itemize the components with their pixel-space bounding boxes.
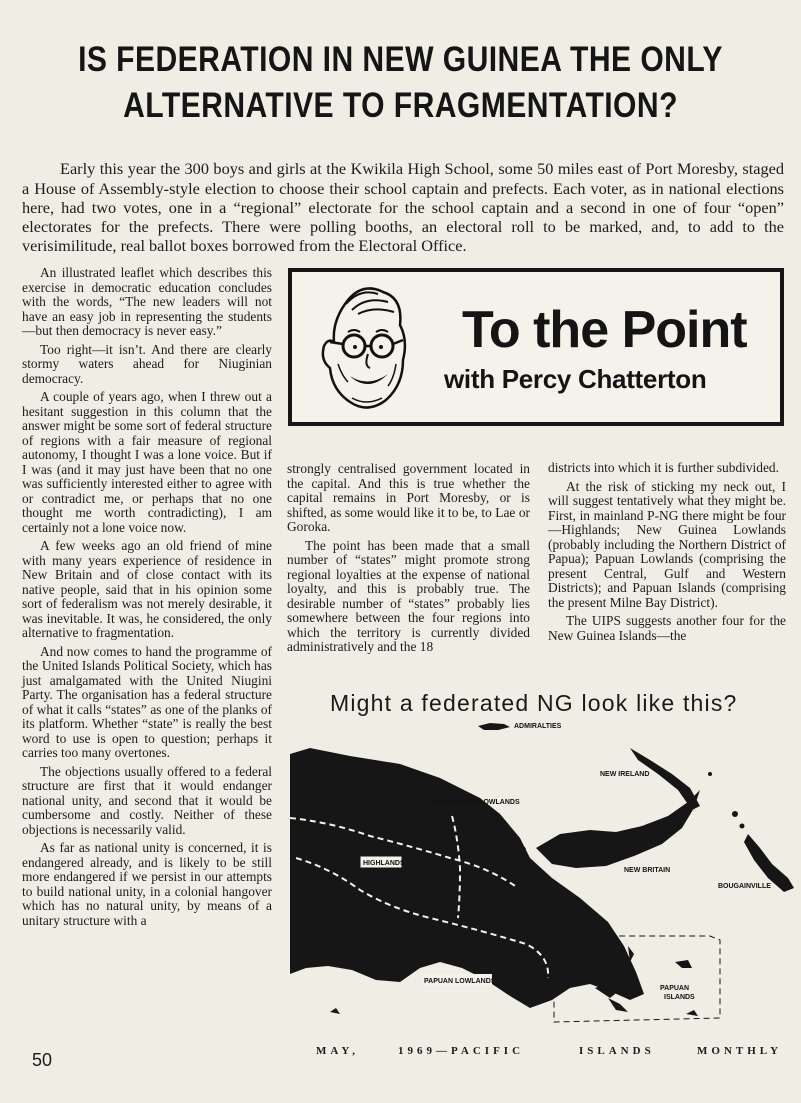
footer-monthly: MONTHLY <box>697 1045 783 1057</box>
paragraph: The UIPS suggests another four for the New Guinea Islands—the <box>548 613 786 643</box>
label-papuan: PAPUAN <box>660 985 690 992</box>
footer-islands: ISLANDS <box>579 1045 655 1057</box>
label-admiralties: ADMIRALTIES <box>514 723 562 730</box>
federation-map <box>290 718 796 1030</box>
paragraph: A few weeks ago an old friend of mine with many years experience of residence in New Britain and of close contact with its native people, said that in his opinion some sort of federalism was not merely desirable, it was inevitable. It was, he considered, the only alternative to fragmentation. <box>22 538 272 640</box>
intro-paragraph: Early this year the 300 boys and girls at the Kwikila High School, some 50 miles east of Port Moresby, staged a House of Assembly-style election to choose their school captain and prefects. Each voter, as in national elections here, had two votes, one in a “regional” electorate for the school captain and a second in one of four “open” electorates for the prefects. There were polling booths, an electoral roll to be marked, and, to add to the verisimilitude, real ballot boxes borrowed from the Electoral Office. <box>22 159 784 256</box>
map-title: Might a federated NG look like this? <box>330 690 738 716</box>
paragraph: The point has been made that a small number of “states” might promote strong regional loyalties at the expense of national loyalty, and this is probably true. The desirable number of “states” probably lies somewhere between the four regions into which the territory is currently divided administratively and the 18 <box>287 537 530 654</box>
column-header-box <box>288 268 784 426</box>
new-britain-shape <box>536 790 700 868</box>
label-new-guinea-lowlands: NEW GUINEA LOWLANDS <box>432 799 520 806</box>
paragraph: districts into which it is further subdivided. <box>548 460 779 475</box>
paragraph: And now comes to hand the programme of the United Islands Political Society, which has just amalgamated with the United Niugini Party. The organisation has a federal structure of what it calls “states” as one of the planks of its platform. Whether “state” is really the best word to use is open to question; perhaps it carries too many overtones. <box>22 643 272 760</box>
paragraph: The objections usually offered to a federal structure are first that it would endanger national unity, and second that it would be cumbersome and costly. Neither of these objections is necessarily valid. <box>22 763 272 837</box>
column-left <box>22 266 272 932</box>
footer-year-publication: 1969—PACIFIC <box>398 1045 525 1057</box>
column-middle <box>287 462 530 659</box>
paragraph: A couple of years ago, when I threw out a hesitant suggestion in this column that the answer might be some sort of federal structure of regions with a fair measure of regional autonomy, I thought I was a lone voice. But if I was (and it may just have been that no one was sufficiently interested either to agree with or contradict me, or perhaps that no one thought me worth contradicting), I am certainly not a lone voice now. <box>22 389 272 535</box>
label-papuan-lowlands: PAPUAN LOWLANDS <box>424 978 496 985</box>
paragraph: strongly centralised government located in the capital. And this is true whether the capital remains in Port Moresby, or is shifted, as some would like it to be, to Lae or Goroka. <box>287 461 530 534</box>
label-bougainville: BOUGAINVILLE <box>718 883 771 890</box>
new-ireland-shape <box>630 748 700 810</box>
label-highlands: HIGHLANDS <box>363 860 405 867</box>
paragraph: As far as national unity is concerned, it is endangered already, and is likely to be still more endangered if we persist in our attempts to build national unity, in a colonial hangover which has no natural unity, by means of a unitary structure with a <box>22 840 272 928</box>
label-islands: ISLANDS <box>664 994 695 1001</box>
paragraph: An illustrated leaflet which describes this exercise in democratic education concludes with the words, “The new leaders will not have an easy job in representing the students —but then democracy is never easy.” <box>22 265 272 338</box>
column-right <box>548 461 786 647</box>
headline-line-2: ALTERNATIVE TO FRAGMENTATION? <box>123 86 678 125</box>
column-title: To the Point <box>462 301 747 359</box>
paragraph: At the risk of sticking my neck out, I will suggest tentatively what they might be. First, in mainland P-NG there might be four—Highlands; New Guinea Lowlands (probably including the Northern District of Papua); Papuan Lowlands (comprising the present Central, Gulf and Western Districts); and Papuan Islands (comprising the present Milne Bay District). <box>548 478 786 610</box>
label-new-ireland: NEW IRELAND <box>600 771 650 778</box>
headline-line-1: IS FEDERATION IN NEW GUINEA THE ONLY <box>78 40 723 79</box>
caricature-face-icon <box>308 280 418 418</box>
footer-month: MAY, <box>316 1045 360 1057</box>
paragraph: Too right—it isn’t. And there are clearly stormy waters ahead for Niuginian democracy. <box>22 341 272 386</box>
label-new-britain: NEW BRITAIN <box>624 867 671 874</box>
column-byline: with Percy Chatterton <box>444 364 707 394</box>
page-number: 50 <box>32 1050 53 1070</box>
admiralties-shape <box>478 723 510 730</box>
